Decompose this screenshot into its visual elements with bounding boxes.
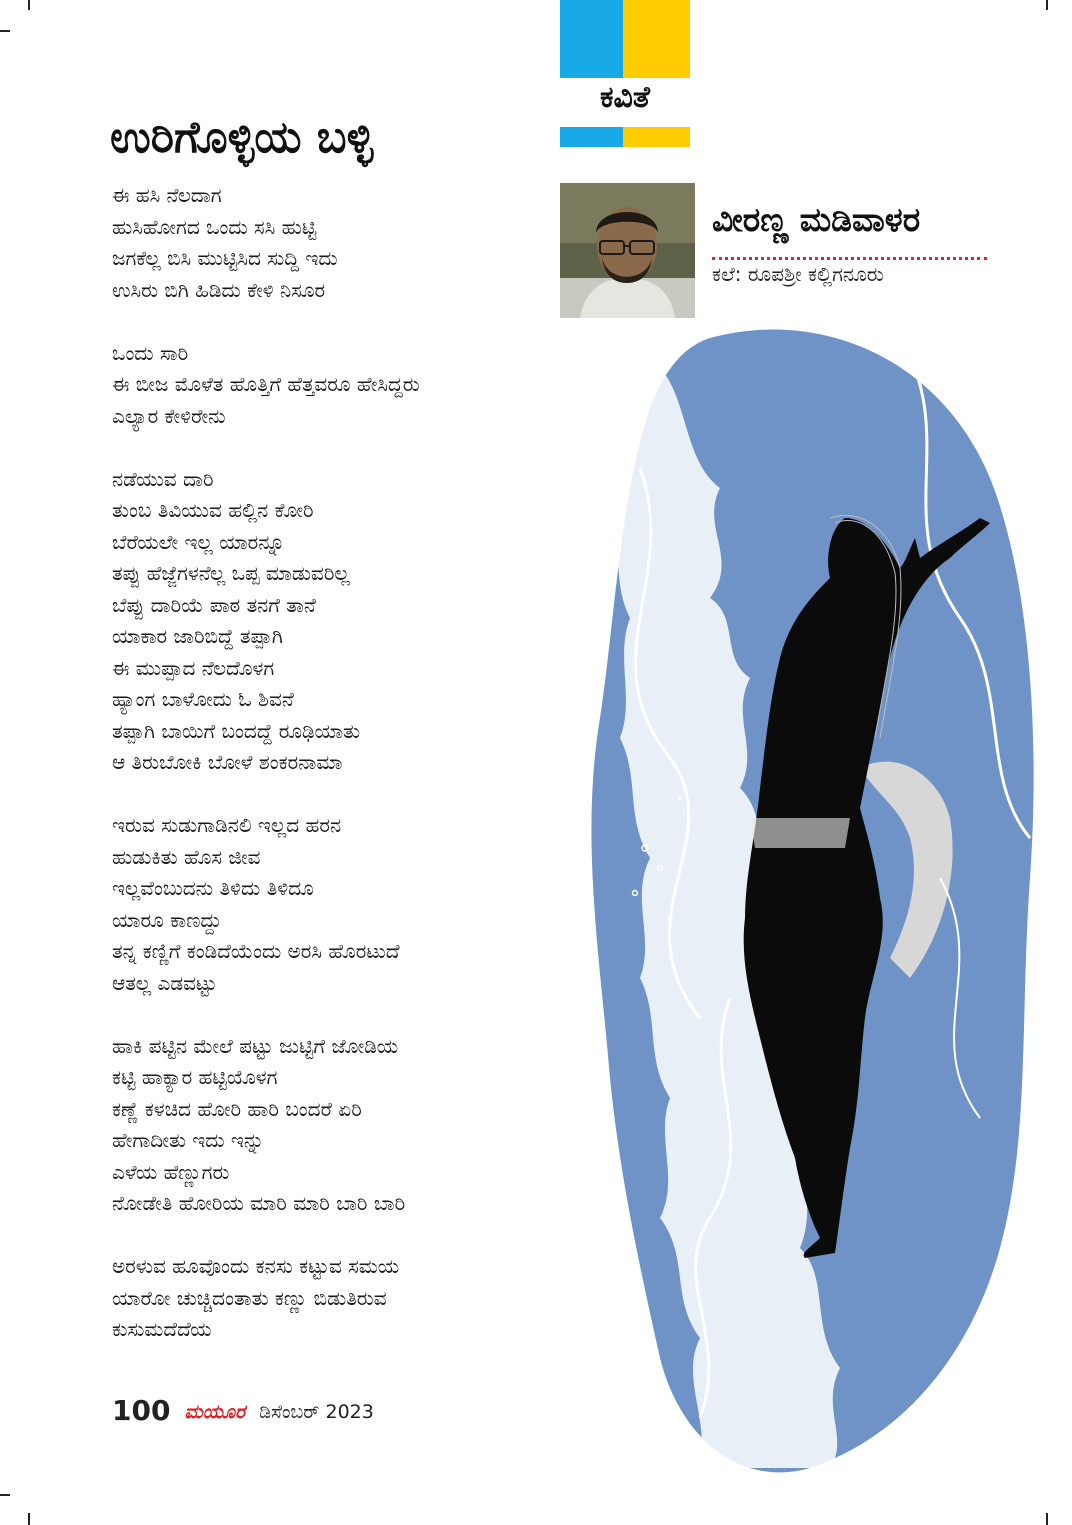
poem-line: ಕಣ್ಣೆ ಕಳಚಿದ ಹೋರಿ ಹಾರಿ ಬಂದರೆ ಏರಿ xyxy=(112,1096,362,1121)
poem-stanza xyxy=(112,180,552,306)
poem-stanza xyxy=(112,1251,552,1346)
author-photo xyxy=(560,183,695,318)
crop-mark xyxy=(0,1494,10,1496)
poem-line: ಒಂದು ಸಾರಿ xyxy=(112,340,189,365)
crop-mark xyxy=(28,0,30,10)
section-label: ಕವಿತೆ xyxy=(600,80,650,115)
poem-line: ಉಸಿರು ಬಿಗಿ ಹಿಡಿದು ಕೇಳಿ ನಿಸೂರ xyxy=(112,277,326,302)
poem-line: ಕಟ್ಟಿ ಹಾಕ್ಯಾರ ಹಟ್ಟಿಯೊಳಗ xyxy=(112,1065,278,1089)
poem-line: ತಪ್ಪಾಗಿ ಬಾಯಿಗೆ ಬಂದದ್ದೆ ರೂಢಿಯಾತು xyxy=(112,718,361,743)
section-tag-blue-block xyxy=(560,0,623,78)
poem-stanza xyxy=(112,1031,552,1220)
poem-line: ಕುಸುಮದೆದೆಯ xyxy=(112,1317,212,1341)
poem-line: ಇರುವ ಸುಡುಗಾಡಿನಲಿ ಇಲ್ಲದ ಹರನ xyxy=(112,813,342,837)
poem-line: ಅರಳುವ ಹೂವೊಂದು ಕನಸು ಕಟ್ಟುವ ಸಮಯ xyxy=(112,1254,400,1278)
poem-line: ಯಾರೋ ಚುಚ್ಚಿದಂತಾತು ಕಣ್ಣು ಬಿಡುತಿರುವ xyxy=(112,1285,387,1310)
poem-stanza xyxy=(112,464,552,779)
poem-line: ತನ್ನ ಕಣ್ಣಿಗೆ ಕಂಡಿದೆಯೆಂದು ಅರಸಿ ಹೊರಟುದೆ xyxy=(112,939,400,963)
poem-line: ಹಾಕಿ ಪಟ್ಟಿನ ಮೇಲೆ ಪಟ್ಟು ಜುಟ್ಟಿಗೆ ಜೋಡಿಯ xyxy=(112,1033,399,1058)
section-tag-blue-bar xyxy=(560,127,623,147)
poem-line: ಈ ಹಸಿ ನೆಲದಾಗ xyxy=(112,183,222,207)
magazine-name: ಮಯೂರ xyxy=(184,1401,246,1423)
page-footer xyxy=(112,1394,374,1427)
crop-mark xyxy=(1046,0,1048,10)
author-name: ವೀರಣ್ಣ ಮಡಿವಾಳರ xyxy=(712,200,921,239)
page-number: 100 xyxy=(112,1394,171,1427)
poem-line: ಯಾಕಾರ ಜಾರಿಬಿದ್ದೆ ತಪ್ಪಾಗಿ xyxy=(112,624,283,648)
poem-line: ನೋಡೇತಿ ಹೋರಿಯ ಮಾರಿ ಮಾರಿ ಬಾರಿ ಬಾರಿ xyxy=(112,1191,406,1215)
poem-line: ತುಂಬ ತಿವಿಯುವ ಹಲ್ಲಿನ ಕೋರಿ xyxy=(112,498,314,522)
section-tag-yellow-bar xyxy=(623,127,690,147)
poem-line: ಈ ಬೀಜ ಮೊಳೆತ ಹೊತ್ತಿಗೆ ಹೆತ್ತವರೂ ಹೇಸಿದ್ದರು xyxy=(112,372,420,396)
poem-line: ಬೆರೆಯಲೇ ಇಲ್ಲ ಯಾರನ್ನೂ xyxy=(112,529,285,554)
poem-line: ಜಗಕೆಲ್ಲ ಬಿಸಿ ಮುಟ್ಟಿಸಿದ ಸುದ್ದಿ ಇದು xyxy=(112,246,338,270)
poem-line: ಎಲ್ಯಾರ ಕೇಳಿರೇನು xyxy=(112,403,226,428)
poem-line: ಹುಡುಕಿತು ಹೊಸ ಜೀವ xyxy=(112,844,261,869)
poem-line: ಹೇಗಾದೀತು ಇದು ಇನ್ನು xyxy=(112,1128,265,1152)
poem-illustration xyxy=(560,318,1072,1478)
poem-title: ಉರಿಗೊಳ್ಳಿಯ ಬಳ್ಳಿ xyxy=(110,112,374,163)
crop-mark xyxy=(0,30,10,32)
poem-line: ತಪ್ಪು ಹೆಜ್ಜೆಗಳನೆಲ್ಲ ಒಪ್ಪ ಮಾಡುವರಿಲ್ಲ xyxy=(112,561,350,585)
poem-line: ಎಳೆಯ ಹೆಣ್ಣುಗರು xyxy=(112,1159,230,1184)
crop-mark xyxy=(28,1513,30,1525)
poem-line: ನಡೆಯುವ ದಾರಿ xyxy=(112,466,214,491)
poem-line: ಹುಸಿಹೋಗದ ಒಂದು ಸಸಿ ಹುಟ್ಟಿ xyxy=(112,214,317,239)
poem-line: ಆತಲ್ಲ ಎಡವಟ್ಟು xyxy=(112,970,217,995)
author-divider xyxy=(712,257,987,260)
poem-line: ಆ ತಿರುಬೋಕಿ ಬೋಳೆ ಶಂಕರನಾಮಾ xyxy=(112,750,343,774)
art-credit: ಕಲೆ: ರೂಪಶ್ರೀ ಕಲ್ಲಿಗನೂರು xyxy=(712,262,884,286)
poem-body xyxy=(112,180,552,1377)
poem-stanza xyxy=(112,810,552,999)
poem-line: ಇಲ್ಲವೆಂಬುದನು ತಿಳಿದು ತಿಳಿದೂ xyxy=(112,876,314,900)
poem-line: ಯಾರೂ ಕಾಣದ್ದು xyxy=(112,907,222,932)
issue-date: ಡಿಸೆಂಬರ್ 2023 xyxy=(259,1401,374,1423)
poem-line: ಬೆಪ್ಪು ದಾರಿಯೆ ಪಾಠ ತನಗೆ ತಾನೆ xyxy=(112,592,316,617)
poem-line: ಹ್ಯಾಂಗ ಬಾಳೋದು ಓ ಶಿವನೆ xyxy=(112,687,294,711)
poem-stanza xyxy=(112,338,552,433)
section-tag-yellow-block xyxy=(623,0,690,78)
crop-mark xyxy=(1046,1513,1048,1525)
poem-line: ಈ ಮುಪ್ಪಾದ ನೆಲದೊಳಗ xyxy=(112,655,275,680)
